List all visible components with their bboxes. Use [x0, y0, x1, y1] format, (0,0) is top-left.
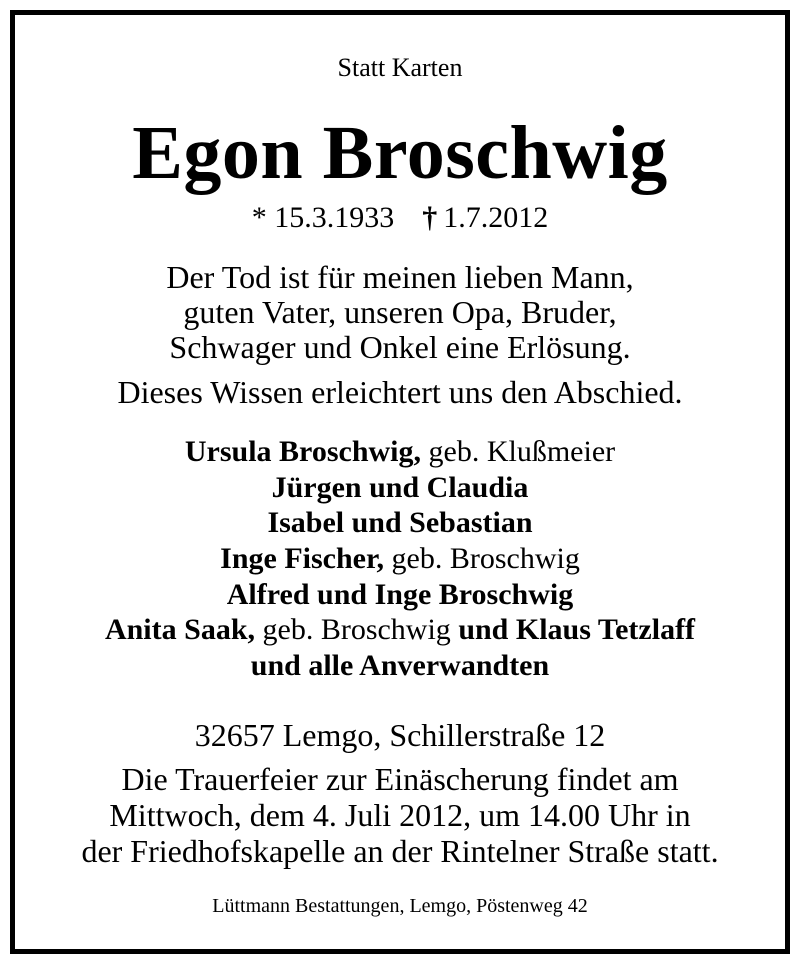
family-member: und alle Anverwandten — [250, 649, 550, 682]
ceremony-line: der Friedhofskapelle an der Rintelner Straße statt. — [81, 833, 719, 869]
mourning-text-line: Schwager und Onkel eine Erlösung. — [169, 329, 631, 365]
deceased-name: Egon Broschwig — [132, 111, 668, 195]
ceremony-line: Mittwoch, dem 4. Juli 2012, um 14.00 Uhr in — [109, 797, 691, 833]
death-date: 1.7.2012 — [443, 201, 549, 234]
farewell-line: Dieses Wissen erleichtert uns den Abschied. — [117, 374, 683, 410]
birth-date: * 15.3.1933 — [251, 201, 395, 234]
obituary-frame — [10, 10, 790, 954]
family-member — [15, 435, 785, 469]
family-member-name: Anita Saak, — [104, 613, 255, 646]
notice-heading: Statt Karten — [337, 53, 463, 82]
family-member-name: Inge Fischer, — [220, 542, 385, 575]
family-member-name: und Klaus Tetzlaff — [458, 613, 696, 646]
family-member: Jürgen und Claudia — [271, 471, 529, 504]
family-member — [15, 613, 785, 647]
family-member: Alfred und Inge Broschwig — [226, 578, 574, 611]
family-member-note: geb. Klußmeier — [421, 435, 616, 468]
family-member — [15, 542, 785, 576]
family-member-note: geb. Broschwig — [384, 542, 580, 575]
ceremony-line: Die Trauerfeier zur Einäscherung findet am — [121, 761, 679, 797]
family-member: Isabel und Sebastian — [267, 506, 533, 539]
funeral-home: Lüttmann Bestattungen, Lemgo, Pöstenweg 42 — [212, 895, 588, 917]
family-member-name: Ursula Broschwig, — [184, 435, 422, 468]
mourning-text-line: guten Vater, unseren Opa, Bruder, — [183, 294, 617, 330]
life-dates — [15, 201, 785, 235]
family-member-note: geb. Broschwig — [255, 613, 459, 646]
mourning-text-line: Der Tod ist für meinen lieben Mann, — [166, 259, 634, 295]
cross-icon: † — [422, 201, 438, 234]
address: 32657 Lemgo, Schillerstraße 12 — [194, 717, 606, 753]
